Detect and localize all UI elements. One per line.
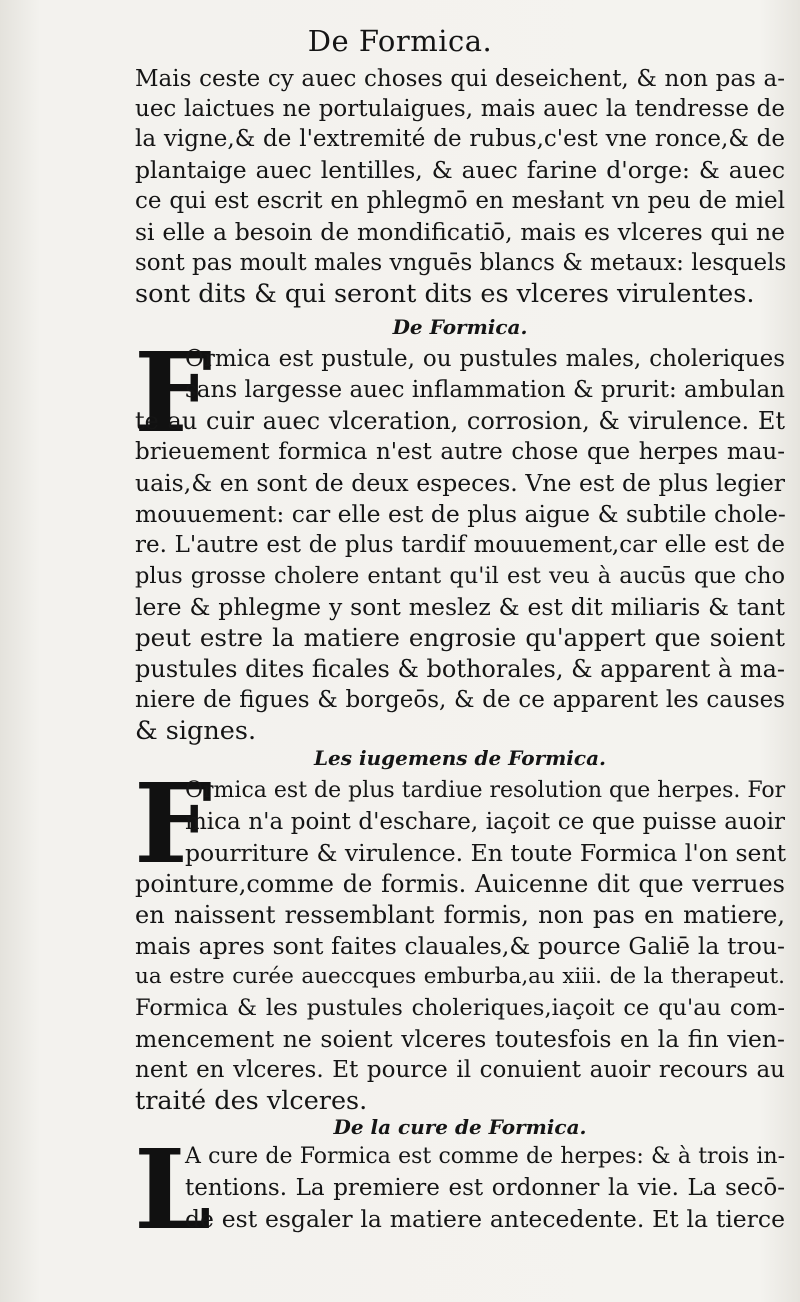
- text-line: Mais ceste cy auec choses qui deseichent, & non pas a-: [135, 66, 785, 92]
- text-line: niere de figues & borgeōs, & de ce apparent les causes: [135, 687, 785, 713]
- text-line: ce qui est escrit en phlegmō en mesłant vn peu de miel: [135, 188, 785, 214]
- text-line: pointure,comme de formis. Auicenne dit que verrues: [135, 870, 785, 898]
- text-line: brieuement formica n'est autre chose que herpes mau-: [135, 439, 785, 465]
- text-line: de est esgaler la matiere antecedente. Et la tierce: [185, 1205, 785, 1233]
- text-line: te au cuir auec vlceration, corrosion, & virulence. Et: [135, 407, 785, 435]
- text-line: mais apres sont faites clauales,& pource Galiē la trou-: [135, 932, 785, 960]
- text-line: traité des vlceres.: [135, 1086, 368, 1116]
- section-heading: Les iugemens de Formica.: [313, 746, 607, 770]
- text-line: lere & phlegme y sont meslez & est dit miliaris & tant: [135, 593, 785, 621]
- text-line: Ormica est de plus tardiue resolution que herpes. For: [185, 778, 786, 803]
- text-line: & signes.: [135, 716, 257, 746]
- text-line: sont pas moult males vnguēs blancs & metaux: lesquels: [135, 250, 787, 276]
- text-line: mencement ne soient vlceres toutesfois en la fin vien-: [135, 1025, 785, 1053]
- text-line: la vigne,& de l'extremité de rubus,c'est vne ronce,& de: [135, 126, 785, 152]
- text-line: ua estre curée aueccques emburba,au xiii. de la therapeut.: [135, 964, 785, 989]
- text-line: en naissent ressemblant formis, non pas en matiere,: [135, 901, 785, 929]
- text-line: Ormica est pustule, ou pustules males, choleriques: [185, 346, 785, 372]
- text-line: tentions. La premiere est ordonner la vie. La secō-: [185, 1175, 785, 1201]
- text-line: sans largesse auec inflammation & prurit: ambulan: [185, 377, 785, 403]
- text-line: mouuement: car elle est de plus aigue & subtile chole-: [135, 500, 786, 528]
- section-heading: De la cure de Formica.: [333, 1115, 587, 1139]
- text-line: pourriture & virulence. En toute Formica l'on sent: [185, 839, 787, 867]
- text-line: Formica & les pustules choleriques,iaçoit ce qu'au com-: [135, 995, 785, 1021]
- drop-cap: F: [134, 759, 213, 888]
- text-line: sont dits & qui seront dits es vlceres virulentes.: [135, 279, 755, 309]
- running-head: De Formica.: [307, 24, 493, 58]
- text-line: uec laictues ne portulaigues, mais auec la tendresse de: [135, 96, 785, 122]
- text-line: peut estre la matiere engrosie qu'appert que soient: [135, 623, 785, 652]
- text-line: plantaige auec lentilles, & auec farine d'orge: & auec: [135, 156, 785, 184]
- text-line: nent en vlceres. Et pource il conuient auoir recours au: [135, 1057, 785, 1083]
- section-heading: De Formica.: [392, 315, 528, 339]
- text-line: pustules dites ficales & bothorales, & apparent à ma-: [135, 655, 785, 683]
- text-line: uais,& en sont de deux especes. Vne est de plus legier: [135, 469, 785, 497]
- text-line: si elle a besoin de mondificatiō, mais es vlceres qui ne: [135, 218, 785, 246]
- drop-cap: L: [134, 1125, 212, 1254]
- text-line: re. L'autre est de plus tardif mouuement,car elle est de: [135, 532, 785, 558]
- text-line: mica n'a point d'eschare, iaçoit ce que puisse auoir: [185, 809, 785, 835]
- text-line: A cure de Formica est comme de herpes: & à trois in-: [185, 1144, 785, 1169]
- text-line: plus grosse cholere entant qu'il est veu à aucūs que cho: [135, 563, 785, 589]
- drop-cap: F: [134, 328, 213, 457]
